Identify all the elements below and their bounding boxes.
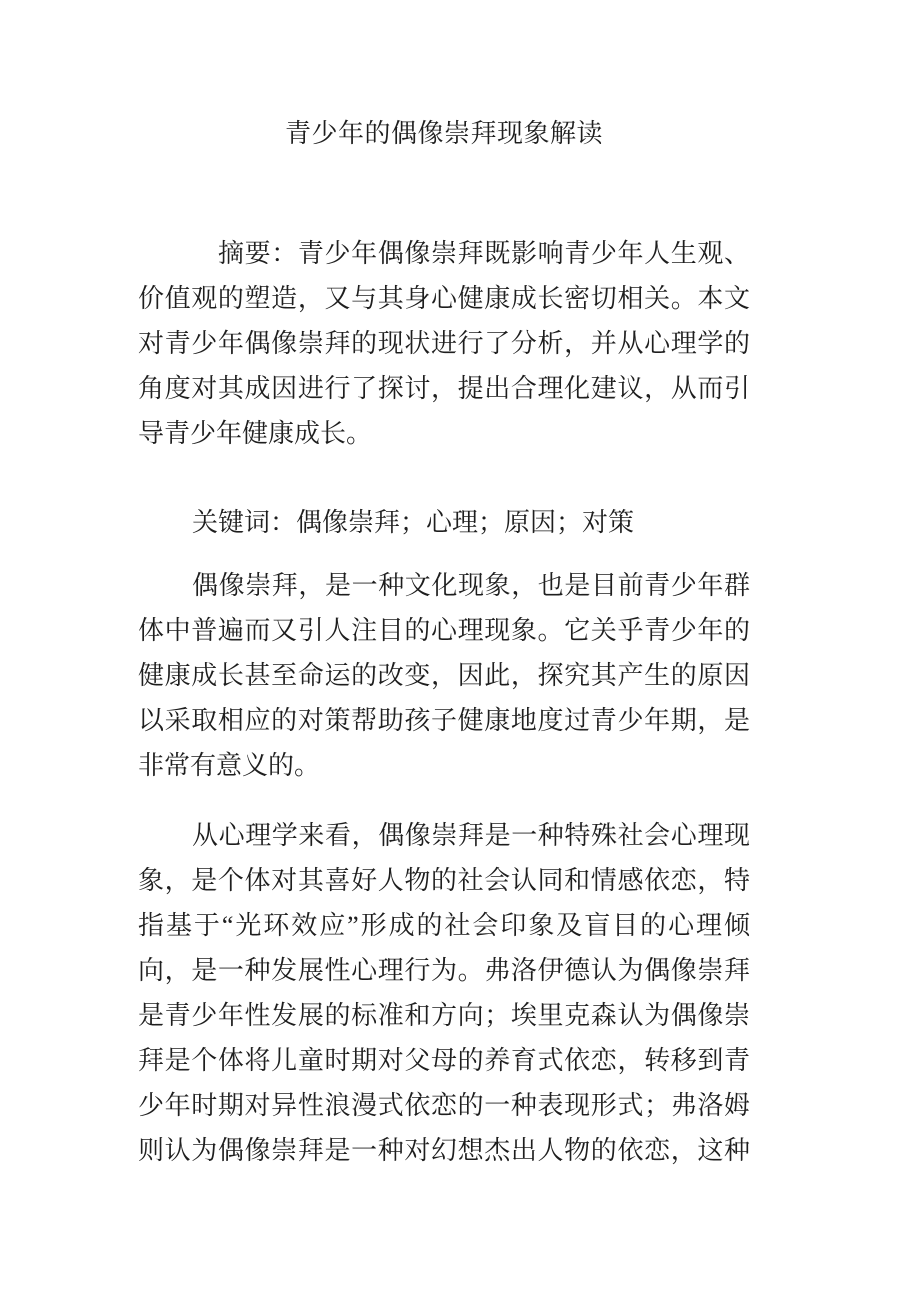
body-paragraph-1 bbox=[138, 563, 750, 788]
keywords-line bbox=[138, 500, 750, 545]
body-paragraph-1-line: 以采取相应的对策帮助孩子健康地度过青少年期，是 bbox=[138, 706, 750, 735]
abstract-paragraph-line: 对青少年偶像崇拜的现状进行了分析，并从心理学的 bbox=[138, 329, 750, 358]
body-paragraph-2-line: 拜是个体将儿童时期对父母的养育式依恋，转移到青 bbox=[138, 1046, 750, 1075]
page-title: 青少年的偶像崇拜现象解读 bbox=[284, 119, 603, 148]
body-paragraph-2-line: 指基于“光环效应”形成的社会印象及盲目的心理倾 bbox=[138, 911, 750, 940]
body-paragraph-2-line: 象，是个体对其喜好人物的社会认同和情感依恋，特 bbox=[138, 866, 750, 895]
abstract-paragraph-line: 价值观的塑造，又与其身心健康成长密切相关。本文 bbox=[138, 284, 750, 313]
body-paragraph-1-line: 非常有意义的。 bbox=[138, 751, 321, 780]
keywords-line-line: 关键词：偶像崇拜；心理；原因；对策 bbox=[192, 508, 635, 537]
body-paragraph-2-line: 是青少年性发展的标准和方向；埃里克森认为偶像崇 bbox=[138, 1001, 750, 1030]
body-paragraph-2-line: 则认为偶像崇拜是一种对幻想杰出人物的依恋，这种 bbox=[138, 1136, 750, 1165]
body-paragraph-2-line: 少年时期对异性浪漫式依恋的一种表现形式；弗洛姆 bbox=[138, 1091, 750, 1120]
abstract-paragraph bbox=[138, 231, 750, 456]
body-paragraph-1-line: 健康成长甚至命运的改变，因此，探究其产生的原因 bbox=[138, 661, 750, 690]
body-paragraph-2-line: 向，是一种发展性心理行为。弗洛伊德认为偶像崇拜 bbox=[138, 956, 750, 985]
abstract-paragraph-line: 导青少年健康成长。 bbox=[138, 419, 373, 448]
body-paragraph-1-line: 体中普遍而又引人注目的心理现象。它关乎青少年的 bbox=[138, 616, 750, 645]
abstract-paragraph-line: 角度对其成因进行了探讨，提出合理化建议，从而引 bbox=[138, 374, 750, 403]
abstract-paragraph-line: 摘要：青少年偶像崇拜既影响青少年人生观、 bbox=[218, 239, 750, 268]
body-paragraph-1-line: 偶像崇拜，是一种文化现象，也是目前青少年群 bbox=[192, 571, 750, 600]
body-paragraph-2 bbox=[138, 813, 750, 1173]
body-paragraph-2-line: 从心理学来看，偶像崇拜是一种特殊社会心理现 bbox=[192, 821, 750, 850]
